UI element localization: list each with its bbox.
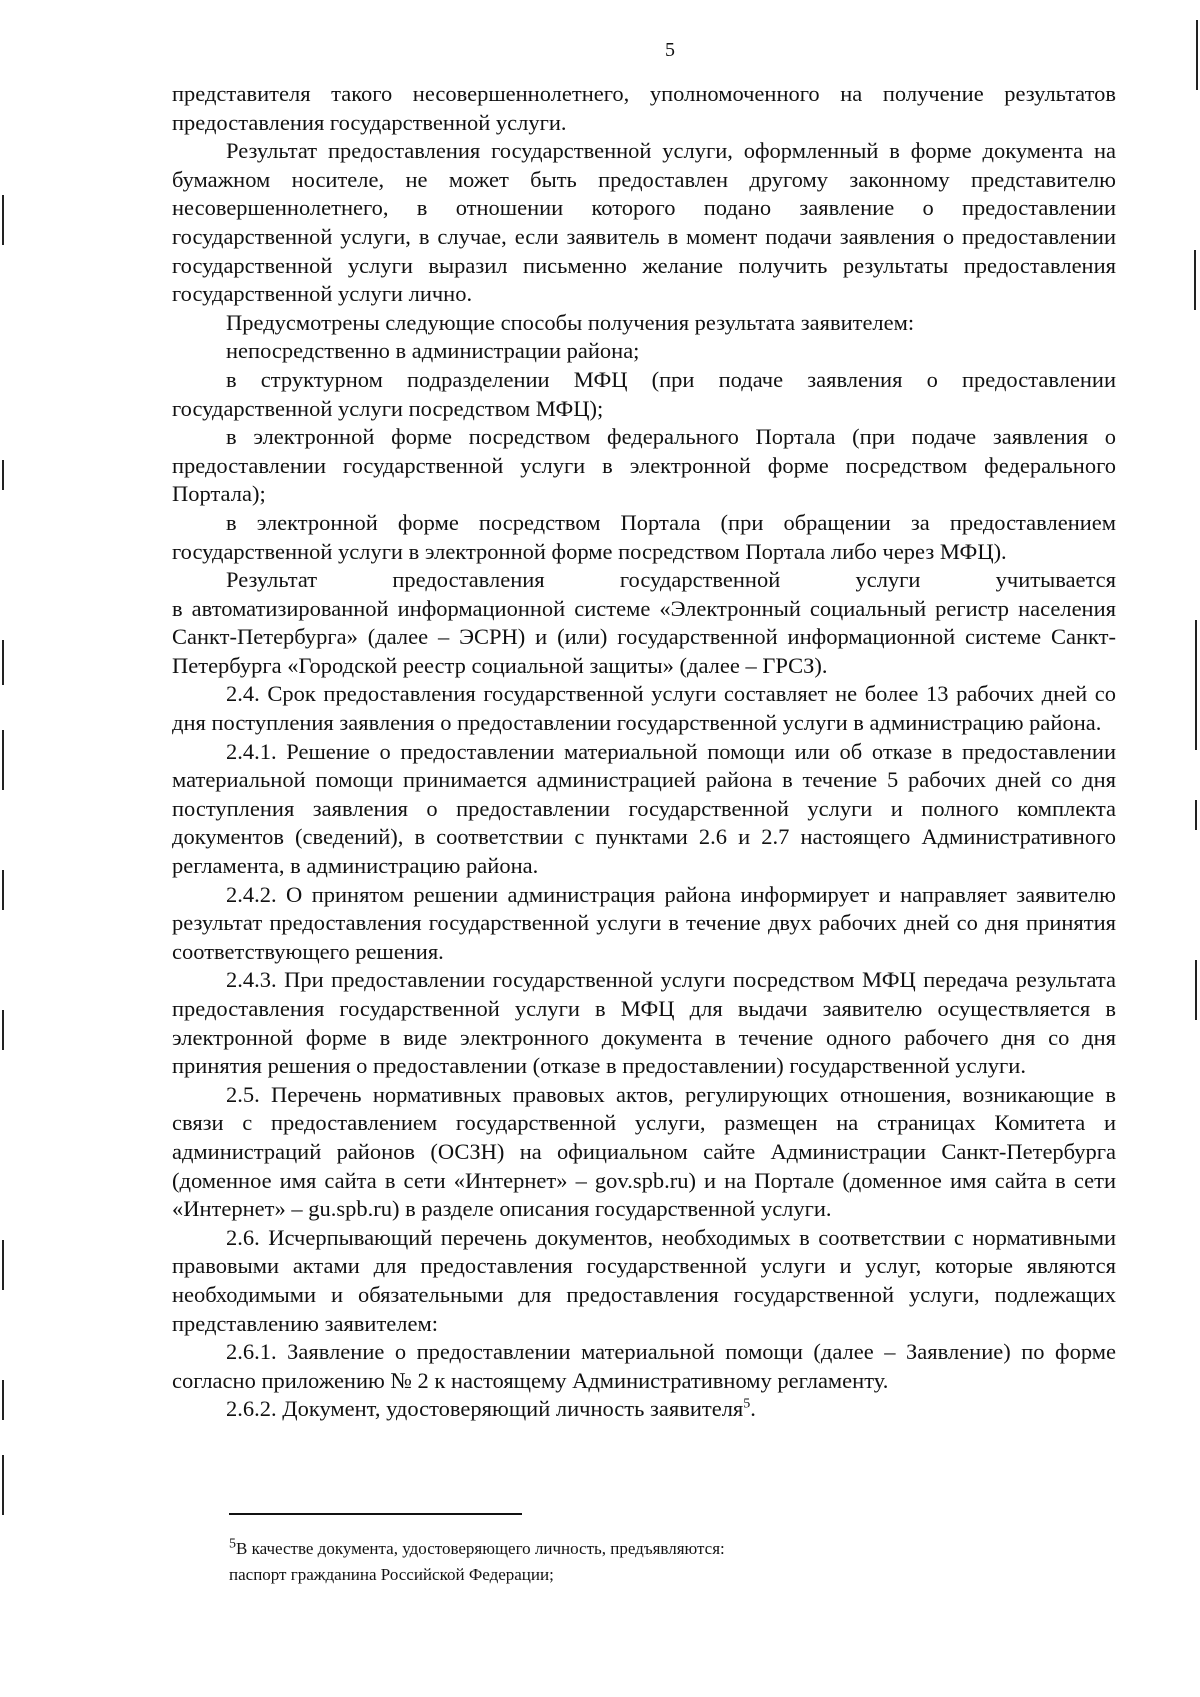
footnote-5-continuation: паспорт гражданина Российской Федерации; — [229, 1565, 554, 1584]
scan-mark-right-3 — [1195, 620, 1197, 750]
section-2-6: 2.6. Исчерпывающий перечень документов, необходимых в соответствии с нормативными правовыми актами для предоставления государственной услуги и услуг, которые являются необходимыми и обязательными для предоставления государственной услуги, подлежащих представлению заявителем: — [172, 1224, 1116, 1336]
scan-mark-left-9 — [2, 1455, 4, 1515]
scan-mark-left-6 — [2, 1010, 4, 1050]
section-2-4-2: 2.4.2. О принятом решении администрация района информирует и направляет заявителю результат предоставления государственной услуги в течение двух рабочих дней со дня принятия соответствующего решения. — [172, 881, 1116, 964]
section-2-6-2-end: . — [750, 1396, 756, 1422]
footnotes — [229, 1536, 1109, 1588]
footnote-reference: 5 — [743, 1396, 751, 1412]
scan-mark-left-7 — [2, 1240, 4, 1290]
paragraph-6: в электронной форме посредством федерального Портала (при подаче заявления о предоставлении государственной услуги в электронной форме посредством федерального Портала); — [172, 424, 1116, 507]
footnote-5-text: В качестве документа, удостоверяющего личность, предъявляются: — [236, 1539, 725, 1558]
paragraph-3: Предусмотрены следующие способы получения результата заявителем: — [226, 309, 915, 335]
scan-mark-left-4 — [2, 730, 4, 790]
scan-mark-left-8 — [2, 1380, 4, 1420]
scan-mark-right-1 — [1196, 20, 1198, 90]
document-body — [172, 80, 1116, 1424]
footnote-separator — [229, 1513, 522, 1515]
section-2-6-1: 2.6.1. Заявление о предоставлении материальной помощи (далее – Заявление) по форме согласно приложению № 2 к настоящему Административному регламенту. — [172, 1339, 1116, 1393]
scan-mark-left-5 — [2, 870, 4, 910]
paragraph-7: в электронной форме посредством Портала (при обращении за предоставлением государственной услуги в электронной форме посредством Портала либо через МФЦ). — [172, 509, 1116, 564]
section-2-6-2 — [172, 1395, 1116, 1424]
scan-mark-right-5 — [1195, 960, 1197, 1020]
paragraph-2: Результат предоставления государственной услуги, оформленный в форме документа на бумажном носителе, не может быть предоставлен другому законному представителю несовершеннолетнего, в отношении которого подано заявление о предоставлении государственной услуги, в случае, если заявитель в момент подачи заявления о предоставлении государственной услуги выразил письменно желание получить результаты предоставления государственной услуги лично. — [172, 138, 1116, 307]
section-2-4: 2.4. Срок предоставления государственной услуги составляет не более 13 рабочих дней со дня поступления заявления о предоставлении государственной услуги в администрацию района. — [172, 681, 1116, 736]
scan-mark-right-2 — [1194, 250, 1196, 310]
section-2-5: 2.5. Перечень нормативных правовых актов, регулирующих отношения, возникающие в связи с предоставлением государственной услуги, размещен на страницах Комитета и администраций районов (ОСЗН) на официальном сайте Администрации Санкт-Петербурга (доменное имя сайта в сети «Интернет» – gov.spb.ru) и на Портале (доменное имя сайта в сети «Интернет» – gu.spb.ru) в разделе описания государственной услуги. — [172, 1081, 1116, 1222]
section-2-4-3: 2.4.3. При предоставлении государственной услуги посредством МФЦ передача результата предоставления государственной услуги в МФЦ для выдачи заявителю осуществляется в электронной форме в виде электронного документа в течение одного рабочего дня со дня принятия решения о предоставлении (отказе в предоставлении) государственной услуги. — [172, 967, 1116, 1079]
scan-mark-left-2 — [2, 460, 4, 490]
section-2-4-1: 2.4.1. Решение о предоставлении материальной помощи или об отказе в предоставлении материальной помощи принимается администрацией района в течение 5 рабочих дней со дня поступления заявления о предоставлении государственной услуги и полного комплекта документов (сведений), в соответствии с пунктами 2.6 и 2.7 настоящего Административного регламента, в администрацию района. — [172, 738, 1116, 879]
scan-mark-left-1 — [2, 195, 4, 245]
paragraph-8: Результат предоставления государственной услуги учитывается — [226, 567, 1116, 593]
footnote-marker: 5 — [229, 1536, 236, 1552]
paragraph-4: непосредственно в администрации района; — [226, 338, 640, 364]
page-number: 5 — [665, 39, 675, 61]
scan-mark-left-3 — [2, 640, 4, 685]
paragraph-5: в структурном подразделении МФЦ (при подаче заявления о предоставлении государственной услуги посредством МФЦ); — [172, 366, 1116, 421]
paragraph-9: в автоматизированной информационной системе «Электронный социальный регистр населения Санкт-Петербурга» (далее – ЭСРН) и (или) государственной информационной системе Санкт-Петербурга «Городской реестр социальной защиты» (далее – ГРСЗ). — [172, 595, 1116, 678]
scan-mark-right-4 — [1195, 800, 1197, 830]
paragraph-1: представителя такого несовершеннолетнего, уполномоченного на получение результатов предоставления государственной услуги. — [172, 81, 1116, 135]
section-2-6-2-text: 2.6.2. Документ, удостоверяющий личность заявителя — [226, 1396, 744, 1422]
footnote-5 — [229, 1536, 1109, 1562]
